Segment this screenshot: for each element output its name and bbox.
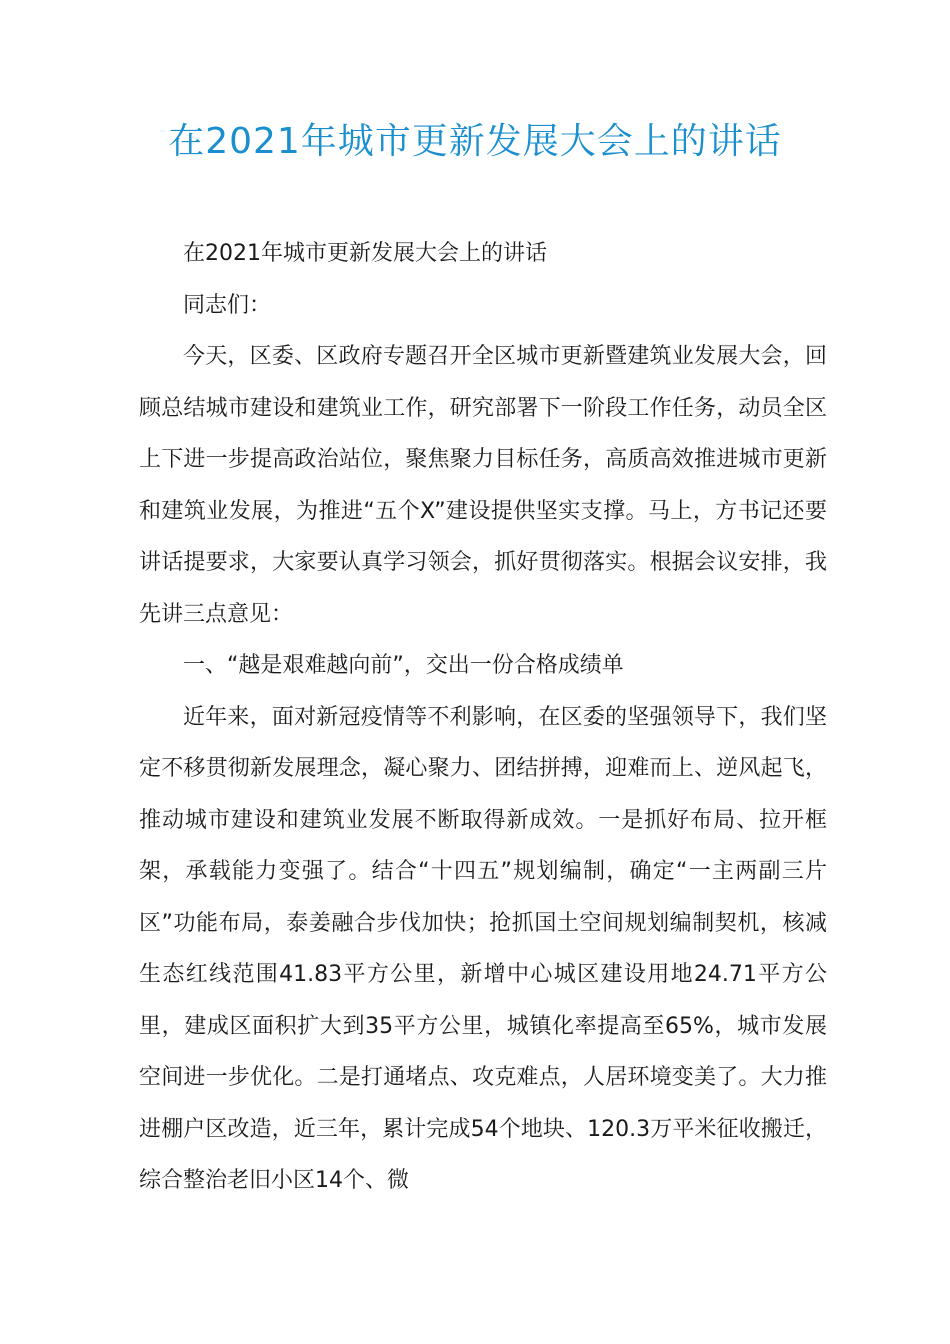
document-title: 在2021年城市更新发展大会上的讲话 bbox=[168, 121, 782, 162]
paragraph-intro: 今天，区委、区政府专题召开全区城市更新暨建筑业发展大会，回顾总结城市建设和建筑业工作，研究部署下一阶段工作任务，动员全区上下进一步提高政治站位，聚焦聚力目标任务，高质高效推进城市更新和建筑业发展，为推进“五个X”建设提供坚实支撑。马上，方书记还要讲话提要求，大家要认真学习领会，抓好贯彻落实。根据会议安排，我先讲三点意见： bbox=[139, 344, 827, 627]
document-body bbox=[139, 228, 827, 1207]
speech-heading: 在2021年城市更新发展大会上的讲话 bbox=[183, 241, 547, 266]
salutation: 同志们： bbox=[183, 292, 272, 318]
section-heading-1: 一、“越是艰难越向前”，交出一份合格成绩单 bbox=[183, 653, 624, 678]
paragraph-achievements: 近年来，面对新冠疫情等不利影响，在区委的坚强领导下，我们坚定不移贯彻新发展理念，凝心聚力、团结拼搏，迎难而上、逆风起飞，推动城市建设和建筑业发展不断取得新成效。一是抓好布局、拉开框架，承载能力变强了。结合“十四五”规划编制，确定“一主两副三片区”功能布局，泰姜融合步伐加快；抢抓国土空间规划编制契机，核减生态红线范围41.83平方公里，新增中心城区建设用地24.71平方公里，建成区面积扩大到35平方公里，城镇化率提高至65%，城市发展空间进一步优化。二是打通堵点、攻克难点，人居环境变美了。大力推进棚户区改造，近三年，累计完成54个地块、120.3万平米征收搬迁，综合整治老旧小区14个、微 bbox=[139, 704, 827, 1193]
